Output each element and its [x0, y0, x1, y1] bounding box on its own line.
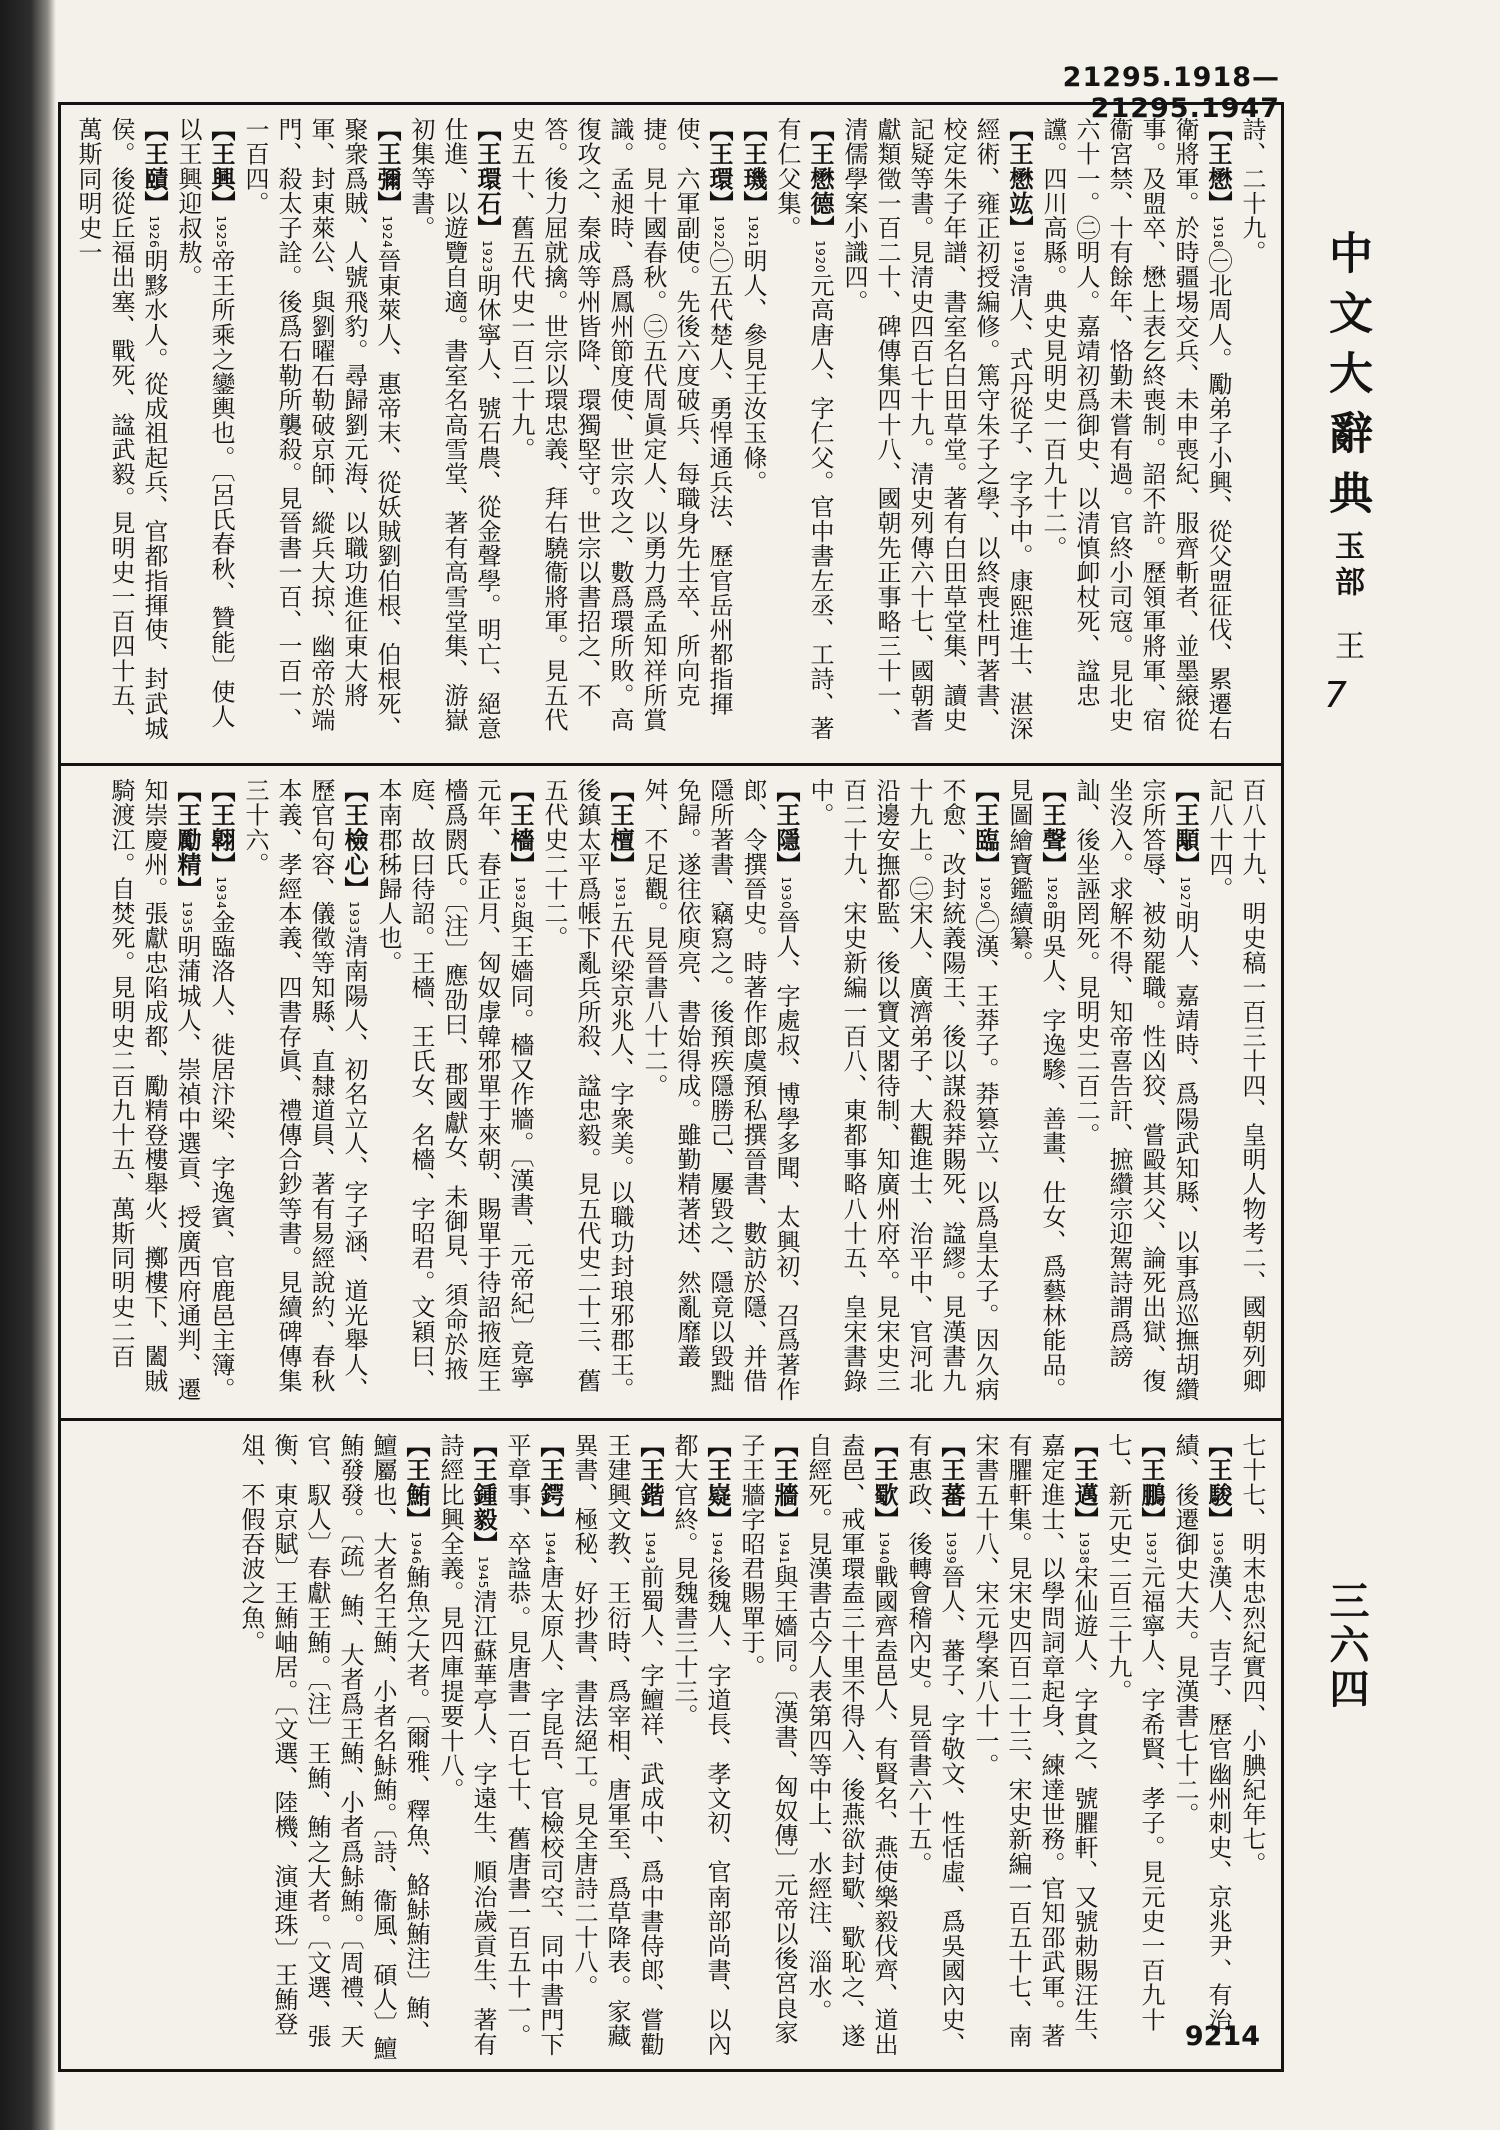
band-columns — [73, 778, 1269, 1406]
entry-headword: 【王臨】 — [971, 778, 1000, 877]
entry-headword: 【王鍔】 — [536, 1433, 565, 1532]
entry-text: 晉東萊人、惠帝末、從妖賊劉伯根、伯根死、聚衆爲賊、人號飛豹。尋歸劉元海、以職功進征東大將軍、封東萊公、與劉曜石勒破京師、縱兵大掠、幽帝於端門、殺太子詮。後爲石勒所襲殺。見晉書一百、一百一、一百四。 — [241, 117, 401, 741]
entry-headword: 【王鍇】 — [636, 1433, 665, 1532]
entry-number: 1930 — [779, 876, 793, 910]
dictionary-entry — [1235, 117, 1269, 751]
entry-number: 1931 — [613, 876, 627, 910]
entry-number: 1938 — [1077, 1531, 1091, 1565]
entry-number: 1927 — [1178, 876, 1192, 910]
entry-range-header: 21295.1918—21295.1947 — [1062, 62, 1280, 124]
entry-number: 1920 — [813, 240, 827, 273]
entry-headword: 【王興】 — [207, 117, 236, 216]
entry-number: 1926 — [147, 215, 161, 249]
dictionary-entry — [1002, 778, 1069, 1406]
entry-headword: 【王璣】 — [739, 117, 768, 216]
entry-number: 1923 — [480, 240, 494, 273]
entry-text: 七十七、明末忠烈紀實四、小腆紀年七。 — [1238, 1433, 1266, 1876]
entry-number: 1942 — [710, 1531, 724, 1565]
entry-headword: 【王聲】 — [1038, 778, 1067, 877]
entry-number: 1937 — [1144, 1531, 1158, 1565]
dictionary-entry — [1202, 778, 1269, 1406]
page-number: 9214 — [1184, 2021, 1260, 2052]
entry-number: 1919 — [1012, 240, 1026, 273]
entry-text: 元福寧人、字希賢、孝子。見元史一百九十七、新元史二百三十九。 — [1104, 1433, 1165, 2032]
entry-number: 1929 — [978, 876, 992, 910]
entry-headword: 【王賾】 — [140, 117, 169, 216]
dictionary-entry — [537, 778, 637, 1406]
entry-headword: 【王牆】 — [770, 1433, 799, 1532]
entry-text: 明吳人、字逸驂、善畫、仕女、爲藝林能品。見圖繪寶鑑續纂。 — [1005, 778, 1066, 1402]
entry-headword: 【王檀】 — [606, 778, 635, 877]
entry-text: 金臨洛人、徙居汴梁、字逸賓、官鹿邑主簿。 — [207, 909, 235, 1402]
entry-headword: 【王勵精】 — [173, 778, 202, 901]
entry-text: 明休寧人、號石農、從金聲學。明亡、絕意仕進、以遊覽自適。書室名高雪堂、著有高雪堂集、游嶽初集等書。 — [407, 117, 501, 741]
entry-number: 1935 — [180, 901, 194, 934]
entry-text: 晉人、字處叔、博學多聞、太興初、召爲著作郎、令撰晉史。時著作郎虞預私撰晉書、數訪於隱、并借隱所著書、竊寫之。後預疾隱勝己、屢毀之、隱竟以毀黜免歸。遂往依庾亮、書始得成。雖勤精著述、然亂靡叢舛、不足觀。見晉書八十二。 — [640, 778, 800, 1402]
book-spine — [0, 0, 56, 2130]
page-number-chinese: 三六四 — [1323, 1580, 1370, 1712]
entry-text: 明蒲城人、崇禎中選貢、授廣西府通判、遷知崇慶州。張獻忠陷成都、勵精登樓舉火、擲樓下、闔賊騎渡江。自焚死。見明史二百九十五、萬斯同明史二百 — [107, 778, 201, 1402]
entry-headword: 【王環石】 — [473, 117, 502, 240]
entry-text: 前蜀人、字鱣祥、武成中、爲中書侍郎、嘗勸王建興文教、王衍時、爲宰相、唐軍至、爲草降表。家藏異書、極秘、好抄書、書法絕工。見全唐詩二十八。 — [570, 1433, 664, 2057]
dictionary-entry — [837, 117, 1036, 751]
stroke-note: 7 — [1324, 675, 1347, 716]
entry-headword: 【王駿】 — [1204, 1433, 1233, 1532]
dictionary-entry — [770, 117, 837, 751]
entry-text: 明人、參見王汝玉條。 — [739, 248, 767, 495]
entry-headword: 【王隱】 — [772, 778, 801, 877]
dictionary-entry — [968, 1433, 1101, 2063]
dictionary-title: 中文大辭典 — [1321, 230, 1372, 530]
entry-text: 清江蘇華亭人、字遠生、順治歲貢生、著有詩經比興全義。見四庫提要十八。 — [436, 1433, 497, 2057]
entry-number: 1944 — [543, 1531, 557, 1565]
side-margin — [1300, 170, 1420, 930]
dictionary-entry — [637, 778, 803, 1406]
band-columns — [73, 117, 1269, 751]
entry-number: 1933 — [347, 901, 361, 934]
entry-headword: 【王翺】 — [207, 778, 236, 877]
dictionary-entry — [371, 778, 537, 1406]
entry-headword: 【王檢心】 — [340, 778, 369, 901]
entry-headword: 【王懋竑】 — [1005, 117, 1034, 240]
entry-headword: 【王環】 — [705, 117, 734, 216]
dictionary-entry — [504, 117, 736, 751]
text-band-top — [61, 105, 1281, 763]
dictionary-entry — [801, 1433, 901, 2063]
dictionary-entry — [901, 1433, 968, 2063]
entry-text: 後魏人、字道長、孝文初、官南部尚書、以內都大官終。見魏書三十三。 — [670, 1433, 731, 2057]
radical-label: 玉部 — [1329, 530, 1364, 602]
entry-text: 明黟水人。從成祖起兵、官都指揮使、封武城侯。後從丘福出塞、戰死、諡武毅。見明史一百四十五、萬斯同明史一 — [74, 117, 168, 741]
entry-number: 1936 — [1211, 1531, 1225, 1565]
entry-text: 帝王所乘之鑾輿也。〔呂氏春秋、贊能〕使人以王興迎叔敖。 — [174, 117, 235, 729]
entry-number: 1934 — [214, 876, 228, 910]
entry-text: 漢人、吉子、歷官幽州刺史、京兆尹、有治績、後遷御史大夫。見漢書七十二。 — [1171, 1433, 1232, 2032]
entry-number: 1940 — [877, 1531, 891, 1565]
entry-headword: 【王懋】 — [1204, 117, 1233, 216]
dictionary-entry — [204, 778, 238, 1406]
entry-headword: 【王鍾毅】 — [469, 1433, 498, 1556]
dictionary-entry — [404, 117, 504, 751]
entry-headword: 【王歜】 — [870, 1433, 899, 1532]
entry-number: 1945 — [476, 1556, 490, 1589]
dictionary-entry — [1168, 1433, 1235, 2063]
entry-headword: 【王懋德】 — [806, 117, 835, 240]
dictionary-entry — [433, 1433, 500, 2063]
entry-text: 宋仙遊人、字貫之、號臞軒、又號勅賜汪生、嘉定進士、以學問詞章起身、練達世務。官知邵武軍。著有臞軒集。見宋史四百二十三、宋史新編一百五十七、南宋書五十八、宋元學案八十一。 — [971, 1433, 1098, 2057]
dictionary-entry — [73, 117, 171, 751]
dictionary-entry — [238, 117, 404, 751]
entry-number: 1925 — [214, 215, 228, 249]
dictionary-entry — [1069, 778, 1202, 1406]
entry-number: 1922 — [712, 215, 726, 249]
dictionary-entry — [1235, 1433, 1269, 2063]
entry-headword: 【王鮪】 — [402, 1433, 431, 1532]
entry-text: 五代梁京兆人、字衆美。以職功封琅邪郡王。後鎮太平爲帳下亂兵所殺、諡忠毅。見五代史二十三、舊五代史二十二。 — [540, 778, 634, 1402]
entry-headword: 【王鵬】 — [1137, 1433, 1166, 1532]
entry-number: 1939 — [944, 1531, 958, 1565]
dictionary-entry — [667, 1433, 734, 2063]
entry-text: 詩、二十九。 — [1238, 117, 1266, 265]
entry-text: ㊀北周人。勵弟子小興、從父盟征伐、累遷右衛將軍。於時疆埸交兵、未申喪紀、服齊斬者、並墨縗從事。及盟卒、懋上表乞終喪制。詔不許。歷領軍將軍、宿衞宮禁、十有餘年、恪勤未嘗有過。官終小司寇。見北史六十一。㊁明人。嘉靖初爲御史、以清慎卹杖死、諡忠讜。四川高縣。典史見明史一百九十二。 — [1039, 117, 1232, 741]
entry-text: 與王嬙同。〔漢書、匈奴傳〕元帝以後宮良家子王牆字昭君賜單于。 — [737, 1433, 798, 2045]
entry-text: 清人、式丹從子、字予中。康熙進士、湛深經術、雍正初授編修。篤守朱子之學、以終喪杜門著書、校定朱子年譜、書室名白田草堂。著有白田草堂集、讀史記疑等書。見清史四百七十九。清史列傳六十七、國朝耆獻類徵一百二十、碑傳集四十八、國朝先正事略三十一、清儒學案小識四。 — [840, 117, 1033, 741]
entry-headword: 【王顒】 — [1171, 778, 1200, 877]
entry-text: 清南陽人、初名立人、字子涵、道光舉人、歷官句容、儀徵等知縣、直隸道員、著有易經說約、春秋本義、孝經本義、四書存眞、禮傳合鈔等書。見續碑傳集三十六。 — [241, 778, 368, 1402]
dictionary-entry — [238, 778, 371, 1406]
entry-headword: 【王嶷】 — [703, 1433, 732, 1532]
entry-text: 元高唐人、字仁父。官中書左丞、工詩、著有仁父集。 — [773, 117, 834, 741]
entry-number: 1943 — [643, 1531, 657, 1565]
band-columns — [73, 1433, 1269, 2063]
text-band-bottom — [61, 1421, 1281, 2075]
dictionary-entry — [1036, 117, 1235, 751]
text-frame — [58, 102, 1284, 2072]
entry-headword: 【王蕃】 — [937, 1433, 966, 1532]
entry-text: 戰國齊盍邑人、有賢名、燕使樂毅伐齊、道出盍邑、戒軍環盍三十里不得入、後燕欲封歜、歜恥之、遂自經死。見漢書古今人表第四等中上、水經注、淄水。 — [804, 1433, 898, 2057]
entry-headword: 【王彌】 — [373, 117, 402, 216]
entry-number: 1932 — [513, 876, 527, 910]
dictionary-entry — [734, 1433, 801, 2063]
entry-number: 1928 — [1045, 876, 1059, 910]
entry-text: 唐太原人、字昆吾、官檢校司空、同中書門下平章事、卒諡恭。見唐書一百七十、舊唐書一百五十一。 — [503, 1433, 564, 2057]
dictionary-entry — [500, 1433, 567, 2063]
entry-text: 與王嬙同。檣又作牆。〔漢書、元帝紀〕竟寧元年、春正月、匈奴虖韓邪單于來朝、賜單于待詔掖庭王檣爲閼氏。〔注〕應劭曰、郡國獻女、未御見、須命於掖庭、故曰待詔。王檣、王氏女、名檣、字昭君。文穎曰、本南郡秭歸人也。 — [374, 778, 534, 1393]
dictionary-entry — [1101, 1433, 1168, 2063]
entry-number: 1921 — [746, 215, 760, 249]
entry-text: 晉人、蕃子、字敬文、性恬虛、爲吳國內史、有惠政、後轉會稽內史。見晉書六十五。 — [904, 1433, 965, 2057]
entry-number: 1941 — [777, 1531, 791, 1565]
dictionary-entry — [234, 1433, 433, 2063]
entry-headword: 【王邁】 — [1070, 1433, 1099, 1532]
entry-number: 1924 — [380, 215, 394, 249]
dictionary-entry — [736, 117, 770, 751]
entry-text: 百八十九、明史稿一百三十四、皇明人物考二、國朝列卿記八十四。 — [1205, 778, 1266, 1393]
entry-number: 1946 — [409, 1531, 423, 1565]
entry-text: ㊀五代楚人、勇悍通兵法、歷官岳州都指揮使、六軍副使。先後六度破兵、每職身先士卒、所向克捷。見十國春秋。㊁五代周眞定人、以勇力爲孟知祥所賞識。孟昶時、爲鳳州節度使、世宗攻之、數爲環所敗。高復攻之、秦成等州皆降、環獨堅守。世宗以書招之、不答。後力屈就擒。世宗以環忠義、拜右驍衞將軍。見五代史五十、舊五代史一百二十九。 — [507, 117, 733, 732]
entry-text: ㊀漢、王莽子。莽篡立、以爲皇太子。因久病不愈、改封統義陽王、後以謀殺莽賜死、諡繆。見漢書九十九上。㊁宋人、廣濟弟子、大觀進士、治平中、官河北沿邊安撫都監、後以寶文閣待制、知廣州府卒。見宋史三百二十九、宋史新編一百八、東都事略八十五、皇宋書錄中。 — [806, 778, 999, 1402]
dictionary-entry — [104, 778, 204, 1406]
entry-number: 1918 — [1211, 215, 1225, 249]
dictionary-entry — [567, 1433, 667, 2063]
dictionary-entry — [171, 117, 238, 751]
entry-text: 明人、嘉靖時、爲陽武知縣、以事爲巡撫胡纘宗所答辱、被劾罷職。性凶狡、嘗毆其父、論死出獄、復坐沒入。求解不得、知帝喜告訐、摭纘宗迎駕詩謂爲謗訕、後坐誣罔死。見明史二百二。 — [1072, 778, 1199, 1402]
head-character: 王 — [1329, 630, 1364, 660]
dictionary-entry — [803, 778, 1002, 1406]
text-band-middle — [61, 763, 1281, 1421]
entry-headword: 【王檣】 — [506, 778, 535, 877]
entry-text: 鮪魚之大者。〔爾雅、釋魚、鮥鮛鮪注〕鮪、鱣屬也、大者名王鮪、小者名鮛鮪。〔詩、衞風、碩人〕鱣鮪發發。〔疏〕鮪、大者爲王鮪、小者爲鮛鮪。〔周禮、天官、馭人〕春獻王鮪。〔注〕王鮪、鮪之大者。〔文選、張衡、東京賦〕王鮪岫居。〔文選、陸機、演連珠〕王鮪登俎、不假吞波之魚。 — [237, 1433, 430, 2061]
